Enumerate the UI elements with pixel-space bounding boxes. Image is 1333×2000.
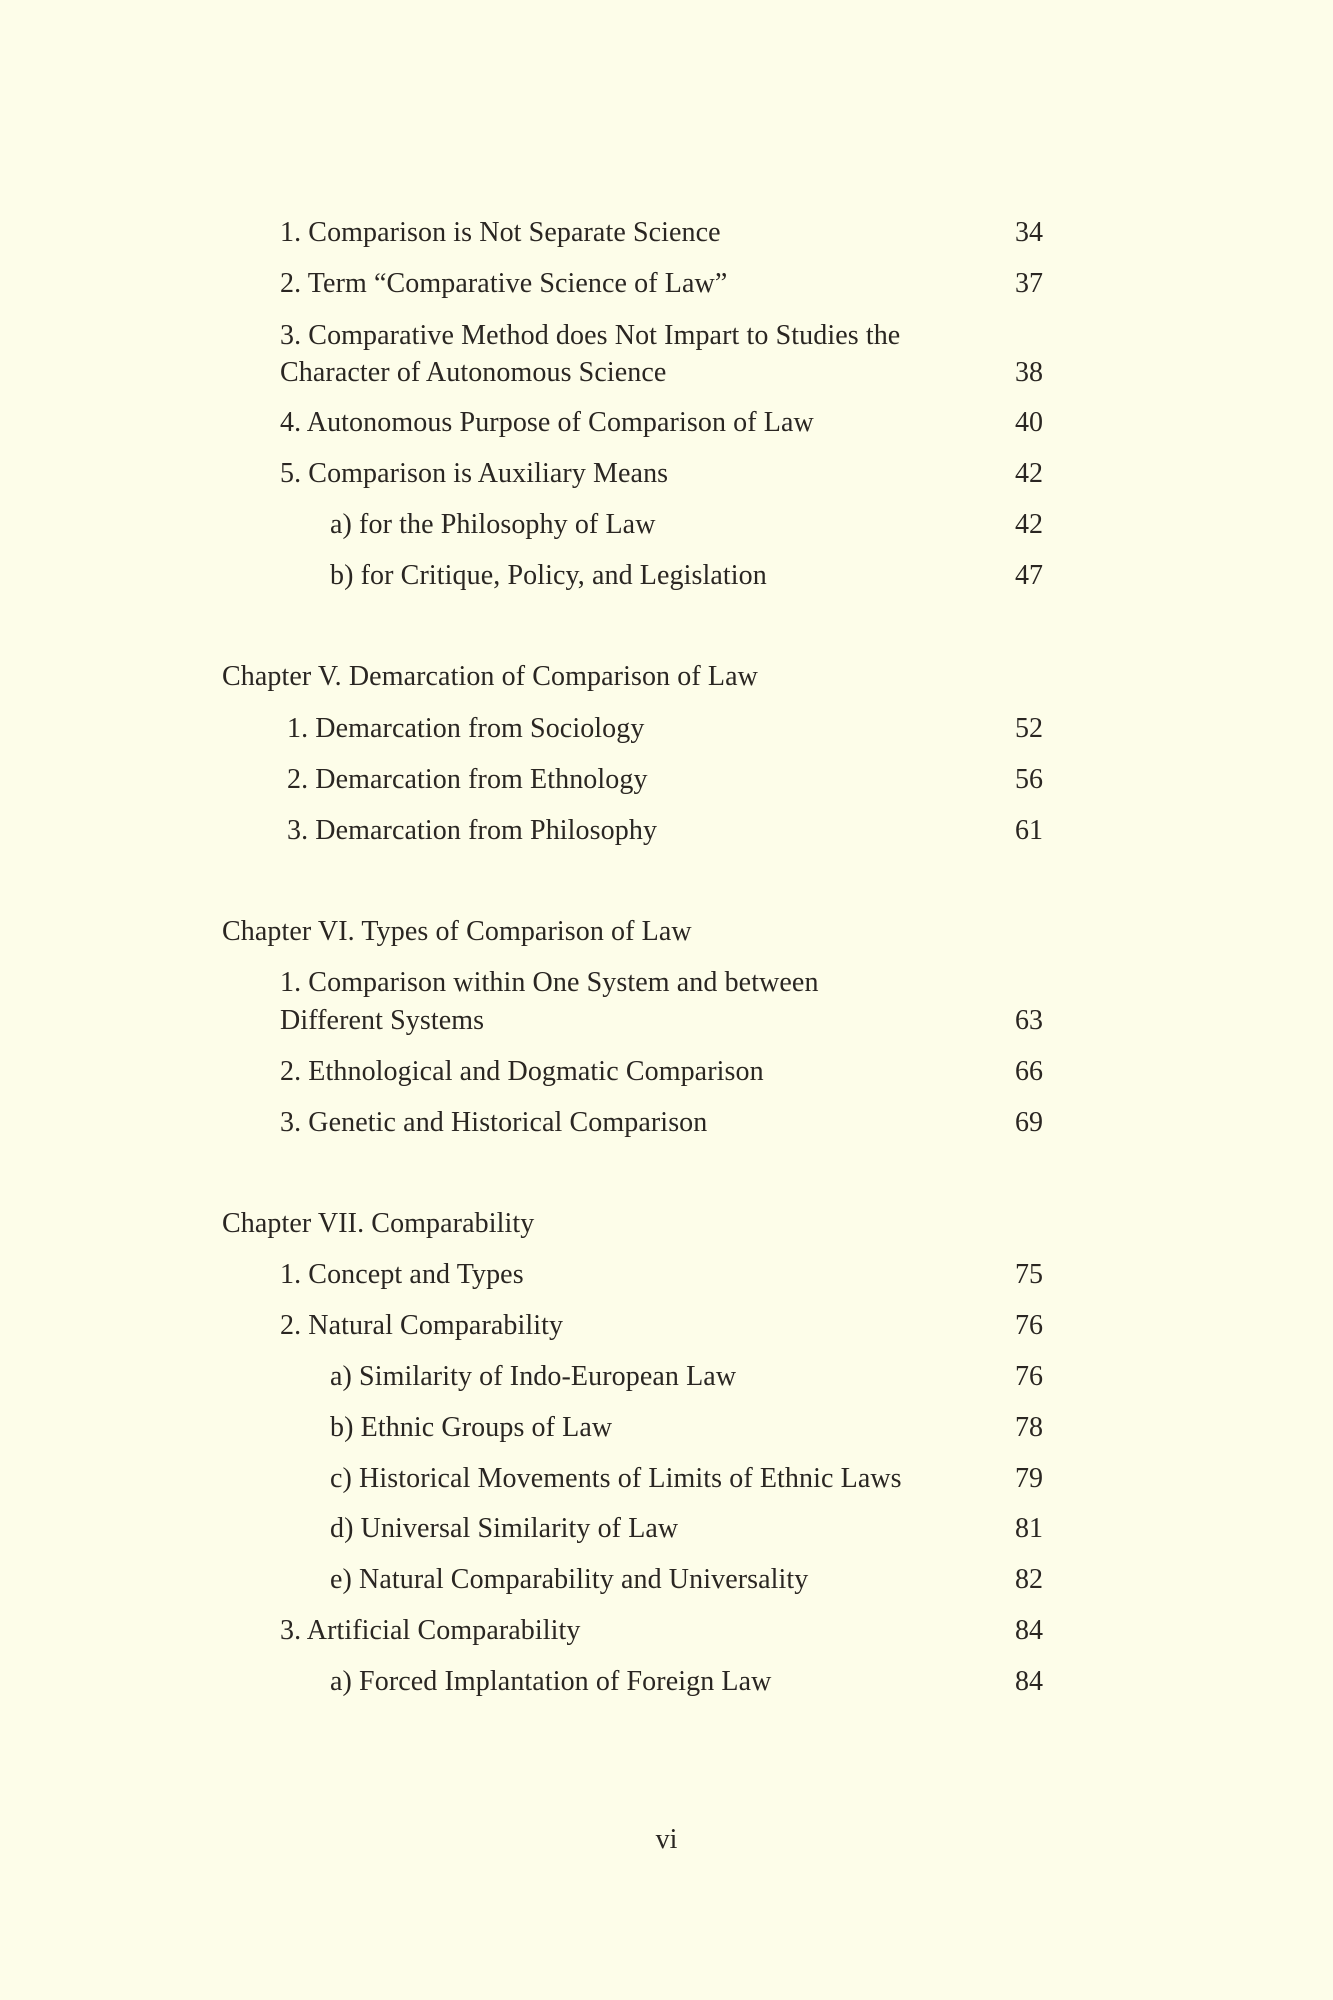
toc-page-number: 84 bbox=[1015, 1666, 1043, 1697]
toc-page-number: 69 bbox=[1015, 1107, 1043, 1138]
toc-page-number: 66 bbox=[1015, 1056, 1043, 1087]
toc-entry-text: 3. Comparative Method does Not Impart to Studies the bbox=[280, 320, 901, 351]
toc-page-number: 56 bbox=[1015, 764, 1043, 795]
toc-entry-text: 5. Comparison is Auxiliary Means bbox=[280, 458, 669, 489]
chapter-heading: Chapter VII. Comparability bbox=[222, 1208, 535, 1239]
toc-entry-text: 2. Natural Comparability bbox=[280, 1310, 564, 1341]
toc-page-number: 34 bbox=[1015, 217, 1043, 248]
toc-entry-text: 3. Artificial Comparability bbox=[280, 1615, 581, 1646]
toc-page-number: 79 bbox=[1015, 1463, 1043, 1494]
toc-entry-text: 3. Genetic and Historical Comparison bbox=[280, 1107, 708, 1138]
toc-page-number: 63 bbox=[1015, 1005, 1043, 1036]
toc-entry-text-continued: Different Systems bbox=[280, 1005, 485, 1036]
toc-page-number: 37 bbox=[1015, 268, 1043, 299]
toc-page-number: 84 bbox=[1015, 1615, 1043, 1646]
toc-entry-text: 2. Demarcation from Ethnology bbox=[287, 764, 648, 795]
toc-page-number: 61 bbox=[1015, 815, 1043, 846]
chapter-heading: Chapter VI. Types of Comparison of Law bbox=[222, 916, 692, 947]
toc-entry-text: 4. Autonomous Purpose of Comparison of Law bbox=[280, 407, 814, 438]
toc-page-number: 82 bbox=[1015, 1564, 1043, 1595]
toc-entry-text: 2. Ethnological and Dogmatic Comparison bbox=[280, 1056, 764, 1087]
toc-entry-text: 3. Demarcation from Philosophy bbox=[287, 815, 658, 846]
toc-subentry-text: e) Natural Comparability and Universality bbox=[330, 1564, 809, 1595]
toc-entry-text: 2. Term “Comparative Science of Law” bbox=[280, 268, 728, 299]
toc-subentry-text: a) for the Philosophy of Law bbox=[330, 509, 656, 540]
toc-entry-text: 1. Concept and Types bbox=[280, 1259, 524, 1290]
toc-page-number: 42 bbox=[1015, 458, 1043, 489]
toc-entry-text-continued: Character of Autonomous Science bbox=[280, 357, 667, 388]
toc-page-number: 38 bbox=[1015, 357, 1043, 388]
toc-page-number: 47 bbox=[1015, 560, 1043, 591]
toc-subentry-text: b) Ethnic Groups of Law bbox=[330, 1412, 613, 1443]
toc-page-number: 52 bbox=[1015, 713, 1043, 744]
toc-entry-text: 1. Comparison is Not Separate Science bbox=[280, 217, 721, 248]
toc-page-number: 76 bbox=[1015, 1310, 1043, 1341]
chapter-heading: Chapter V. Demarcation of Comparison of Law bbox=[222, 661, 758, 692]
toc-page-number: 76 bbox=[1015, 1361, 1043, 1392]
toc-subentry-text: d) Universal Similarity of Law bbox=[330, 1513, 679, 1544]
toc-page-number: 42 bbox=[1015, 509, 1043, 540]
page-folio: vi bbox=[655, 1824, 678, 1855]
toc-entry-text: 1. Comparison within One System and between bbox=[280, 967, 819, 998]
toc-subentry-text: b) for Critique, Policy, and Legislation bbox=[330, 560, 767, 591]
toc-entry-text: 1. Demarcation from Sociology bbox=[287, 713, 645, 744]
toc-page-number: 40 bbox=[1015, 407, 1043, 438]
toc-page-number: 81 bbox=[1015, 1513, 1043, 1544]
toc-page-number: 78 bbox=[1015, 1412, 1043, 1443]
toc-subentry-text: a) Similarity of Indo-European Law bbox=[330, 1361, 737, 1392]
toc-page-number: 75 bbox=[1015, 1259, 1043, 1290]
toc-subentry-text: a) Forced Implantation of Foreign Law bbox=[330, 1666, 772, 1697]
toc-subentry-text: c) Historical Movements of Limits of Ethnic Laws bbox=[330, 1463, 902, 1494]
